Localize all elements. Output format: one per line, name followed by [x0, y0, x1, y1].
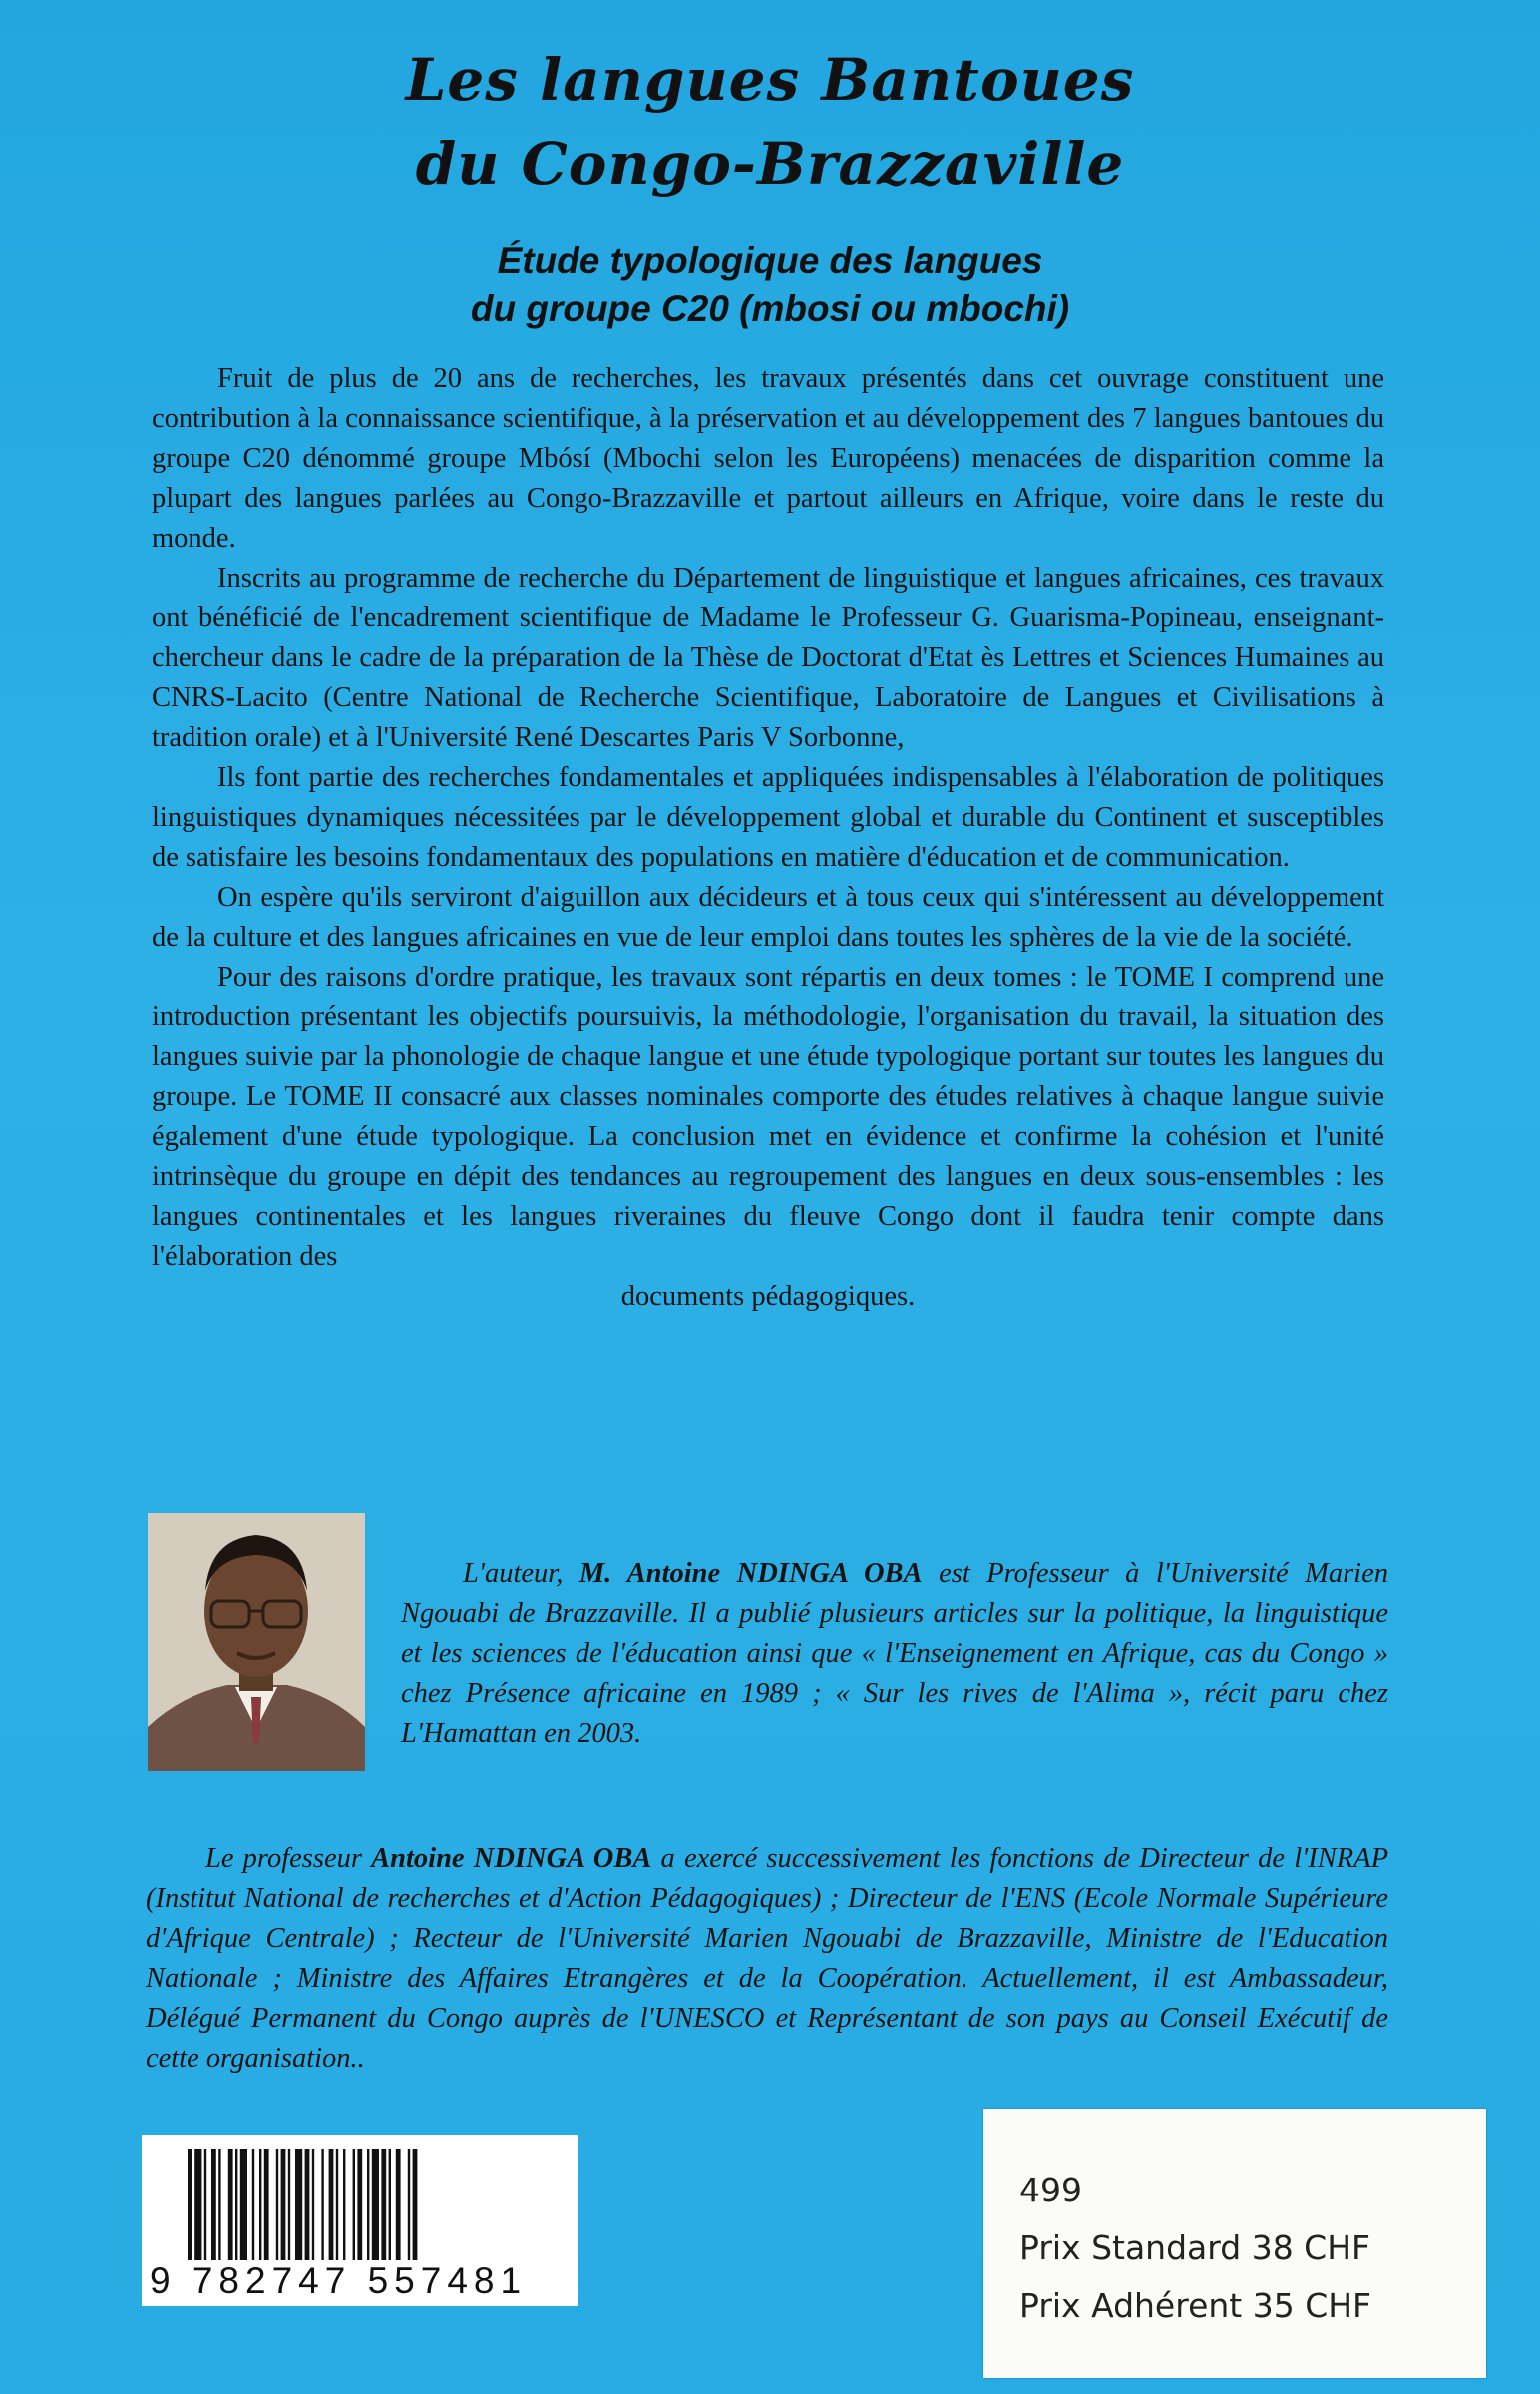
barcode-bar	[235, 2149, 237, 2260]
barcode-bar	[396, 2149, 401, 2260]
price-code: 499	[1019, 2171, 1082, 2209]
blurb-paragraph: On espère qu'ils serviront d'aiguillon aux décideurs et à tous ceux qui s'intéressent au développement de la culture et des langues africaines en vue de leur emploi dans toutes les sphères de la vie de la société.	[152, 882, 1384, 953]
barcode-bar	[264, 2149, 269, 2260]
barcode-bar	[367, 2149, 369, 2260]
barcode-bar	[357, 2149, 362, 2260]
barcode-bar	[389, 2149, 391, 2260]
subtitle-line-2: du groupe C20 (mbosi ou mbochi)	[470, 288, 1070, 329]
career-author-name: Antoine NDINGA OBA	[371, 1843, 652, 1874]
title-line-1: Les langues Bantoues	[405, 46, 1135, 114]
barcode-bar	[353, 2149, 355, 2260]
author-photo	[148, 1513, 365, 1771]
author-name: M. Antoine NDINGA OBA	[578, 1558, 923, 1589]
barcode-bar	[329, 2149, 334, 2260]
barcode-bar	[240, 2149, 247, 2260]
barcode-bar	[413, 2149, 418, 2260]
barcode-label	[142, 2135, 578, 2306]
barcode-bar	[276, 2149, 278, 2260]
barcode-bar	[218, 2149, 220, 2260]
author-career: Le professeur Antoine NDINGA OBA a exercé successivement les fonctions de Directeur de l'INRAP (Institut National de recherches et d'Action Pédagogiques) ; Directeur de l'ENS (Ecole Normale Supérieure d'Afrique Centrale) ; Recteur de l'Université Marien Ngouabi de Brazzaville, Ministre de l'Education Nationale ; Ministre des Affaires Etrangères et de la Coopération. Actuellement, il est Ambassadeur, Délégué Permanent du Congo auprès de l'UNESCO et Représentant de son pays au Conseil Exécutif de cette organisation..	[146, 1843, 1388, 2074]
barcode-bar	[252, 2149, 254, 2260]
barcode-icon	[188, 2149, 533, 2260]
blurb-text	[152, 359, 1384, 1317]
barcode-bar	[194, 2149, 201, 2260]
barcode-bar	[408, 2149, 410, 2260]
barcode-bar	[281, 2149, 286, 2260]
blurb-paragraph: Ils font partie des recherches fondamentales et appliquées indispensables à l'élaboration de politiques linguistiques dynamiques nécessitées par le développement global et durable du Continent et susceptibles de satisfaire les besoins fondamentaux des populations en matière d'éducation et de communication.	[152, 762, 1384, 873]
isbn-number: 9 782747 557481	[150, 2260, 528, 2301]
price-sticker	[983, 2109, 1486, 2378]
barcode-bar	[343, 2149, 345, 2260]
barcode-bar	[228, 2149, 233, 2260]
barcode-bar	[312, 2149, 314, 2260]
price-member: Prix Adhérent 35 CHF	[1019, 2286, 1372, 2325]
blurb-paragraph: Inscrits au programme de recherche du Département de linguistique et langues africaines, ces travaux ont bénéficié de l'encadrement scientifique de Madame le Professeur G. Guarisma-Popineau, enseignant-chercheur dans le cadre de la préparation de la Thèse de Doctorat d'Etat ès Lettres et Sciences Humaines au CNRS-Lacito (Centre National de Recherche Scientifique, Laboratoire de Langues et Civilisations à tradition orale) et à l'Université René Descartes Paris V Sorbonne,	[152, 563, 1384, 753]
subtitle-line-1: Étude typologique des langues	[497, 240, 1043, 281]
barcode-bar	[336, 2149, 338, 2260]
author-bio: L'auteur, M. Antoine NDINGA OBA est Professeur à l'Université Marien Ngouabi de Brazzaville. Il a publié plusieurs articles sur la politique, la linguistique et les sciences de l'éducation ainsi que « l'Enseignement en Afrique, cas du Congo » chez Présence africaine en 1989 ; « Sur les rives de l'Alima », récit paru chez L'Hamattan en 2003.	[401, 1558, 1388, 1749]
blurb-paragraph: Pour des raisons d'ordre pratique, les travaux sont répartis en deux tomes : le TOME I comprend une introduction présentant les objectifs poursuivis, la méthodologie, l'organisation du travail, la situation des langues suivie par la phonologie de chaque langue et une étude typologique portant sur toutes les langues du groupe. Le TOME II consacré aux classes nominales comporte des études relatives à chaque langue suivie également d'une étude typologique. La conclusion met en évidence et confirme la cohésion et l'unité intrinsèque du groupe en dépit des tendances au regroupement des langues en deux sous-ensembles : les langues continentales et les langues riveraines du fleuve Congo dont il faudra tenir compte dans l'élaboration des	[152, 962, 1384, 1272]
barcode-bar	[259, 2149, 261, 2260]
blurb-paragraph-end: documents pédagogiques.	[620, 1281, 916, 1312]
author-portrait-icon	[148, 1513, 365, 1771]
barcode-bar	[321, 2149, 323, 2260]
barcode-bar	[188, 2149, 192, 2260]
price-standard: Prix Standard 38 CHF	[1019, 2228, 1371, 2267]
barcode-bar	[295, 2149, 302, 2260]
title-line-2: du Congo-Brazzaville	[415, 130, 1125, 198]
barcode-bar	[381, 2149, 386, 2260]
barcode-bar	[372, 2149, 379, 2260]
book-title	[150, 38, 1390, 205]
barcode-bar	[288, 2149, 290, 2260]
blurb-paragraph: Fruit de plus de 20 ans de recherches, les travaux présentés dans cet ouvrage constituent une contribution à la connaissance scientifique, à la préservation et au développement des 7 langues bantoues du groupe C20 dénommé groupe Mbósí (Mbochi selon les Européens) menacées de disparition comme la plupart des langues parlées au Congo-Brazzaville et partout ailleurs en Afrique, voire dans le reste du monde.	[152, 363, 1384, 554]
book-subtitle	[259, 237, 1281, 333]
barcode-bar	[204, 2149, 206, 2260]
barcode-bar	[211, 2149, 216, 2260]
barcode-bar	[305, 2149, 310, 2260]
